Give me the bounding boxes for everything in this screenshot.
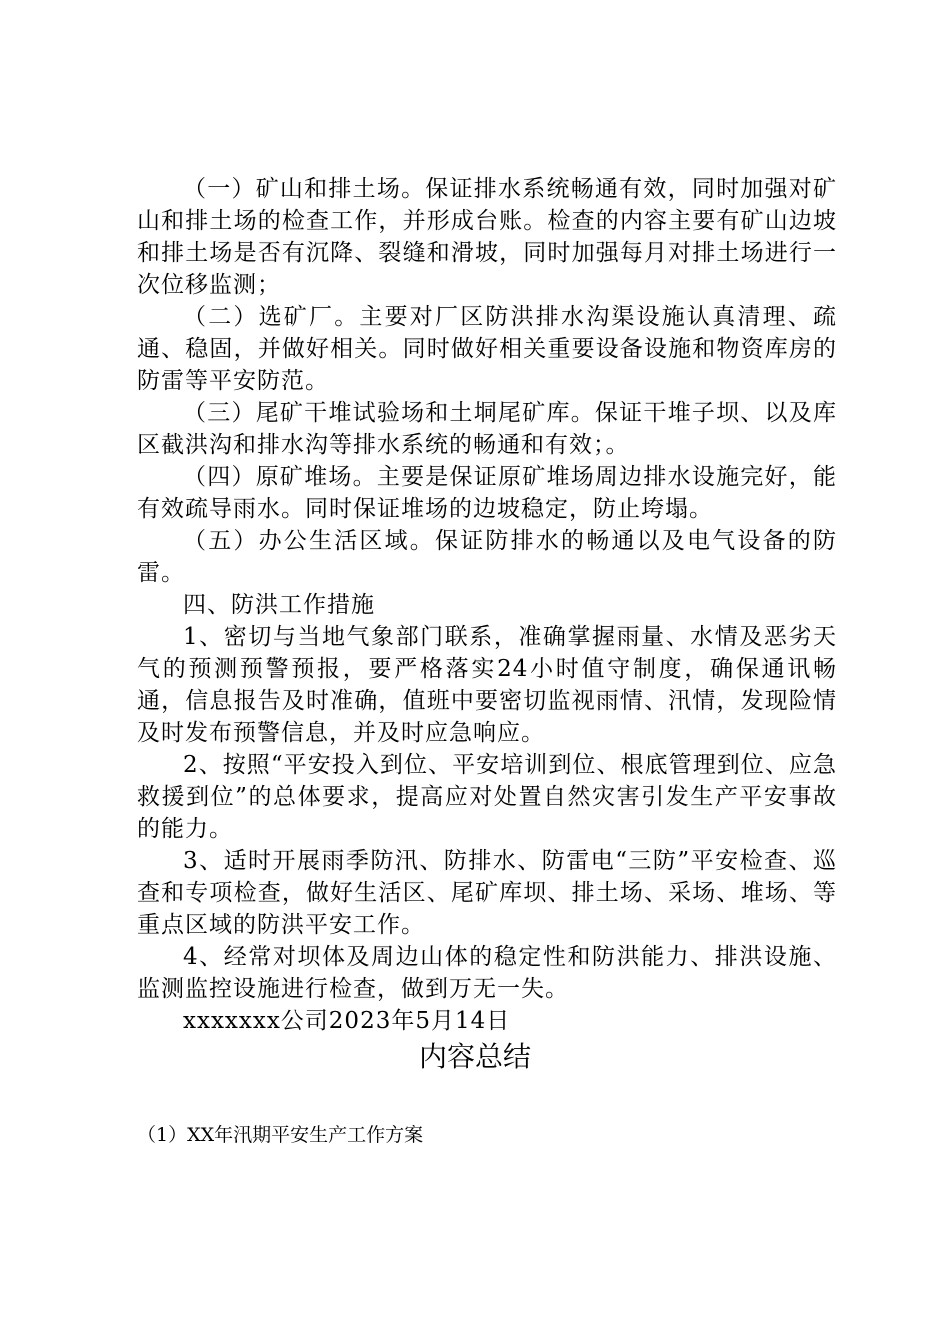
- paragraph-office-area: （五）办公生活区域。保证防排水的畅通以及电气设备的防雷。: [137, 528, 837, 586]
- paragraph-ore-stockyard: （四）原矿堆场。主要是保证原矿堆场周边排水设施完好，能有效疏导雨水。同时保证堆场的边坡稳定，防止垮塌。: [137, 464, 837, 522]
- paragraph-ore-dressing-plant: （二）选矿厂。主要对厂区防洪排水沟渠设施认真清理、疏通、稳固，并做好相关。同时做好相关重要设备设施和物资库房的防雷等平安防范。: [137, 304, 837, 394]
- document-body: [137, 173, 837, 1037]
- measure-item-1: 1、密切与当地气象部门联系，准确掌握雨量、水情及恶劣天气的预测预警预报，要严格落实24小时值守制度，确保通讯畅通，信息报告及时准确，值班中要密切监视雨情、汛情，发现险情及时发布预警信息，并及时应急响应。: [137, 624, 837, 746]
- measure-item-3: 3、适时开展雨季防汛、防排水、防雷电“三防”平安检查、巡查和专项检查，做好生活区、尾矿库坝、排土场、采场、堆场、等重点区域的防洪平安工作。: [137, 848, 837, 938]
- measure-item-2: 2、按照“平安投入到位、平安培训到位、根底管理到位、应急救援到位”的总体要求，提高应对处置自然灾害引发生产平安事故的能力。: [137, 752, 837, 842]
- paragraph-mine-dump: （一）矿山和排土场。保证排水系统畅通有效，同时加强对矿山和排土场的检查工作，并形成台账。检查的内容主要有矿山边坡和排土场是否有沉降、裂缝和滑坡，同时加强每月对排土场进行一次位移监测；: [137, 176, 837, 298]
- paragraph-tailings-site: （三）尾矿干堆试验场和土垌尾矿库。保证干堆子坝、以及库区截洪沟和排水沟等排水系统的畅通和有效；。: [137, 400, 837, 458]
- section-heading-measures: 四、防洪工作措施: [183, 592, 375, 618]
- signature-date: xxxxxxx公司2023年5月14日: [183, 1008, 511, 1034]
- measure-item-4: 4、经常对坝体及周边山体的稳定性和防洪能力、排洪设施、监测监控设施进行检查，做到万无一失。: [137, 944, 837, 1002]
- summary-item: （1）XX年汛期平安生产工作方案: [137, 1124, 424, 1146]
- summary-title: 内容总结: [418, 1040, 531, 1073]
